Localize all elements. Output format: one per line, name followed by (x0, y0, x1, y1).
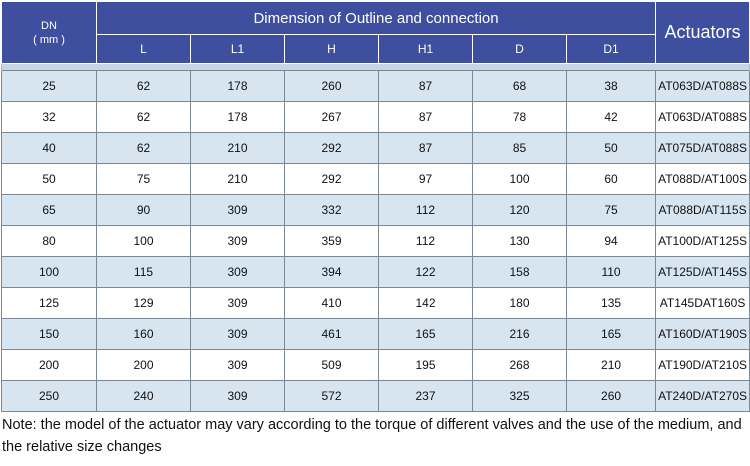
table-row (2, 195, 750, 226)
dimension-cell: 178 (191, 71, 285, 102)
column-header-h1: H1 (379, 35, 473, 64)
dimension-cell: 572 (285, 381, 379, 412)
dimension-cell: 62 (97, 133, 191, 164)
dn-header-unit: ( mm ) (33, 33, 65, 46)
dimension-cell: 97 (379, 164, 473, 195)
actuator-cell: AT125D/AT145S (656, 257, 750, 288)
dimension-cell: 120 (473, 195, 567, 226)
table-row (2, 257, 750, 288)
dimension-cell: 165 (379, 319, 473, 350)
dimension-cell: 142 (379, 288, 473, 319)
dimension-cell: 267 (285, 102, 379, 133)
dimension-cell: 394 (285, 257, 379, 288)
actuator-cell: AT160D/AT190S (656, 319, 750, 350)
header-row-columns (2, 35, 750, 64)
table-body (2, 64, 750, 412)
dimension-cell: 292 (285, 164, 379, 195)
dimension-cell: 130 (473, 226, 567, 257)
dn-cell: 80 (2, 226, 97, 257)
dimension-cell: 292 (285, 133, 379, 164)
table-row (2, 164, 750, 195)
dimension-cell: 237 (379, 381, 473, 412)
dimension-cell: 122 (379, 257, 473, 288)
dimension-cell: 309 (191, 350, 285, 381)
dimension-cell: 42 (567, 102, 656, 133)
column-header-d1: D1 (567, 35, 656, 64)
dimension-cell: 268 (473, 350, 567, 381)
dimension-cell: 309 (191, 195, 285, 226)
dimension-cell: 309 (191, 226, 285, 257)
dimension-cell: 85 (473, 133, 567, 164)
column-header-h: H (285, 35, 379, 64)
column-header-d: D (473, 35, 567, 64)
dimension-cell: 309 (191, 288, 285, 319)
dimension-cell: 195 (379, 350, 473, 381)
dimension-group-header: Dimension of Outline and connection (97, 2, 656, 35)
dimension-cell: 260 (285, 71, 379, 102)
dn-cell: 40 (2, 133, 97, 164)
dimension-cell: 210 (567, 350, 656, 381)
dimension-cell: 509 (285, 350, 379, 381)
dimension-cell: 158 (473, 257, 567, 288)
dimension-cell: 75 (567, 195, 656, 226)
dimension-cell: 210 (191, 164, 285, 195)
dimension-cell: 210 (191, 133, 285, 164)
table-row (2, 288, 750, 319)
dimension-cell: 87 (379, 102, 473, 133)
dimension-cell: 78 (473, 102, 567, 133)
dimension-cell: 410 (285, 288, 379, 319)
column-header-l: L (97, 35, 191, 64)
dimension-cell: 112 (379, 195, 473, 226)
dimension-cell: 38 (567, 71, 656, 102)
dimension-cell: 178 (191, 102, 285, 133)
dimension-cell: 216 (473, 319, 567, 350)
dn-cell: 65 (2, 195, 97, 226)
dimension-cell: 94 (567, 226, 656, 257)
dimension-cell: 100 (473, 164, 567, 195)
dn-cell: 50 (2, 164, 97, 195)
table-row (2, 71, 750, 102)
dimension-cell: 112 (379, 226, 473, 257)
dn-header-label: DN (41, 19, 57, 32)
dn-cell: 100 (2, 257, 97, 288)
header-row-top (2, 2, 750, 35)
dimension-cell: 68 (473, 71, 567, 102)
dn-cell: 125 (2, 288, 97, 319)
dimension-cell: 62 (97, 71, 191, 102)
dimension-cell: 260 (567, 381, 656, 412)
dimension-cell: 62 (97, 102, 191, 133)
actuator-cell: AT088D/AT100S (656, 164, 750, 195)
dn-cell: 200 (2, 350, 97, 381)
table-row (2, 226, 750, 257)
table-row (2, 381, 750, 412)
dimension-cell: 461 (285, 319, 379, 350)
footnote: Note: the model of the actuator may vary according to the torque of different valves and the use of the medium, and the relative size changes (2, 417, 742, 455)
dimension-cell: 60 (567, 164, 656, 195)
dimension-cell: 110 (567, 257, 656, 288)
dimension-table (1, 1, 750, 412)
dn-cell: 32 (2, 102, 97, 133)
dimension-cell: 135 (567, 288, 656, 319)
dimension-cell: 165 (567, 319, 656, 350)
dimension-cell: 200 (97, 350, 191, 381)
table-row (2, 350, 750, 381)
dimension-cell: 75 (97, 164, 191, 195)
dimension-cell: 90 (97, 195, 191, 226)
dimension-cell: 309 (191, 319, 285, 350)
dimension-cell: 359 (285, 226, 379, 257)
dn-cell: 150 (2, 319, 97, 350)
dimension-cell: 160 (97, 319, 191, 350)
dimension-cell: 309 (191, 381, 285, 412)
dimension-cell: 240 (97, 381, 191, 412)
dimension-cell: 115 (97, 257, 191, 288)
table-row (2, 102, 750, 133)
table-row (2, 319, 750, 350)
dimension-cell: 87 (379, 133, 473, 164)
dimension-cell: 50 (567, 133, 656, 164)
dimension-cell: 332 (285, 195, 379, 226)
dimension-cell: 180 (473, 288, 567, 319)
dimension-cell: 87 (379, 71, 473, 102)
dimension-cell: 325 (473, 381, 567, 412)
dn-cell: 25 (2, 71, 97, 102)
actuator-cell: AT063D/AT088S (656, 102, 750, 133)
dimension-cell: 309 (191, 257, 285, 288)
actuator-cell: AT240D/AT270S (656, 381, 750, 412)
actuator-cell: AT075D/AT088S (656, 133, 750, 164)
dimension-cell: 100 (97, 226, 191, 257)
table-row (2, 133, 750, 164)
actuator-cell: AT190D/AT210S (656, 350, 750, 381)
actuator-cell: AT100D/AT125S (656, 226, 750, 257)
actuator-cell: AT088D/AT115S (656, 195, 750, 226)
actuators-header: Actuators (656, 2, 750, 64)
actuator-cell: AT145DAT160S (656, 288, 750, 319)
column-header-l1: L1 (191, 35, 285, 64)
header-spacer (2, 64, 750, 71)
dimension-cell: 129 (97, 288, 191, 319)
actuator-cell: AT063D/AT088S (656, 71, 750, 102)
dn-cell: 250 (2, 381, 97, 412)
dn-header (2, 2, 97, 64)
